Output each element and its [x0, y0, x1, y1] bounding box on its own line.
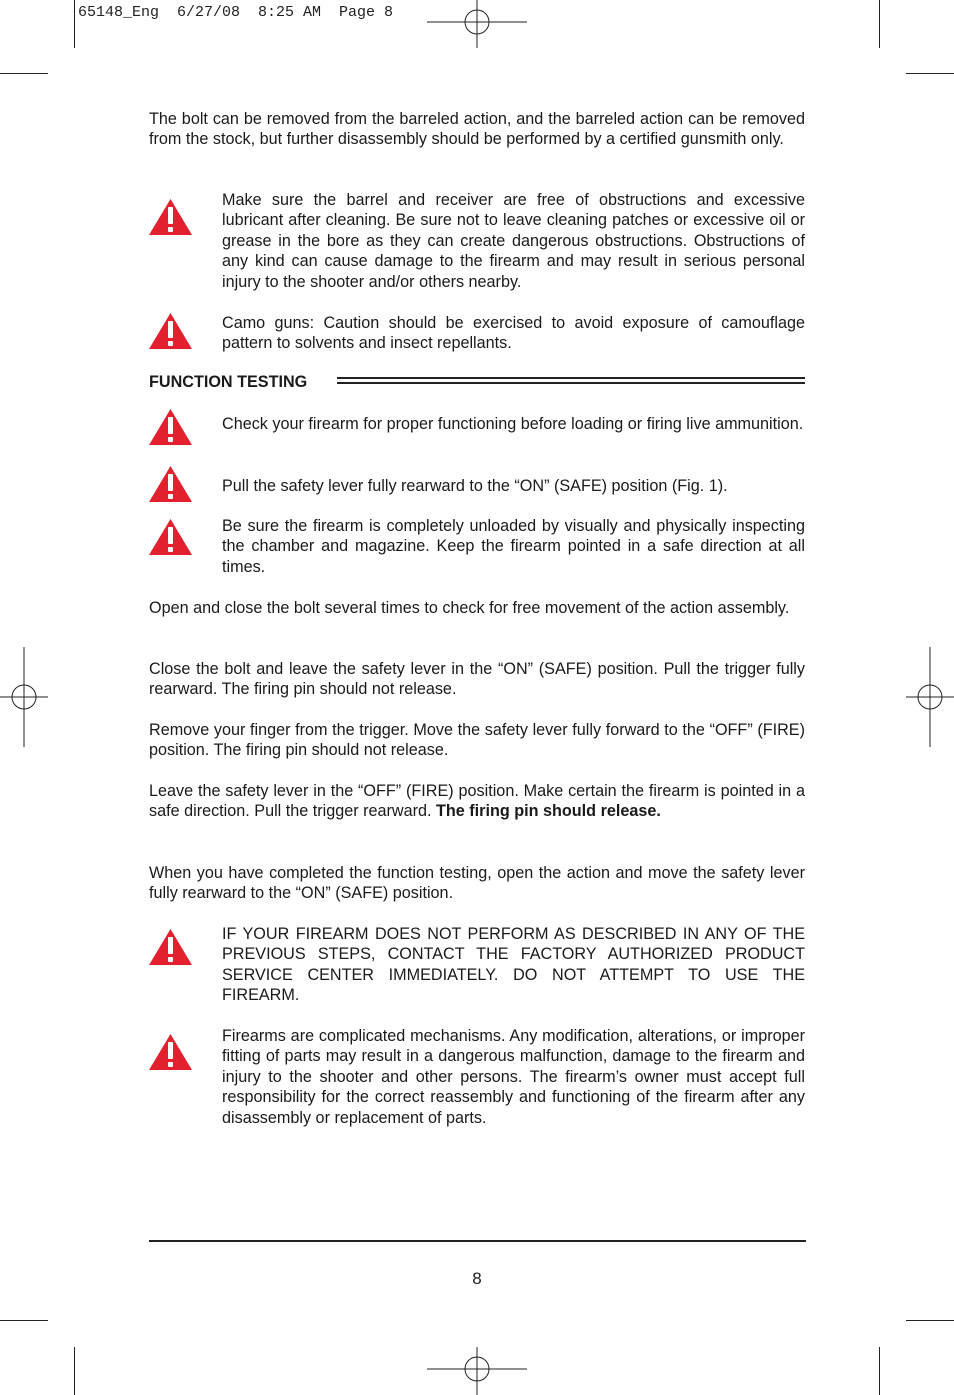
crop-mark-bottom-left-h	[0, 1320, 48, 1321]
warning-triangle-icon	[148, 1033, 193, 1071]
warning-text-camo: Camo guns: Caution should be exercised to avoid exposure of camouflage pattern to solvents and insect repellants.	[222, 314, 805, 353]
footer-rule	[149, 1240, 806, 1242]
registration-mark-top-icon	[427, 0, 527, 48]
registration-mark-left-icon	[0, 647, 48, 747]
printer-slug: 65148_Eng 6/27/08 8:25 AM Page 8	[78, 4, 394, 21]
paragraph-remove-finger: Remove your finger from the trigger. Move the safety lever fully forward to the “OFF” (FIRE) position. The firing pin should not release.	[149, 721, 805, 760]
warning-triangle-icon	[148, 928, 193, 966]
paragraph-completed-testing: When you have completed the function testing, open the action and move the safety lever fully rearward to the “ON” (SAFE) position.	[149, 864, 805, 903]
crop-mark-bottom-left-v	[74, 1347, 75, 1395]
paragraph-pull-trigger	[149, 781, 805, 822]
crop-mark-top-right-v	[879, 0, 880, 48]
warning-triangle-icon	[148, 312, 193, 350]
paragraph-pull-trigger-text: Leave the safety lever in the “OFF” (FIRE) position. Make certain the firearm is pointed in a safe direction. Pull the trigger rearward.	[149, 782, 805, 821]
crop-mark-top-left-v	[74, 0, 75, 48]
crop-mark-bottom-right-v	[879, 1347, 880, 1395]
section-heading-rule	[337, 377, 805, 384]
warning-text-complicated-mechanisms: Firearms are complicated mechanisms. Any modification, alterations, or improper fitting of parts may result in a dangerous malfunction, damage to the firearm and injury to the shooter and other persons. The firearm’s owner must accept full responsibility for the correct reassembly and functioning of the firearm after any disassembly or replacement of parts.	[222, 1027, 805, 1127]
warning-text-safety-on: Pull the safety lever fully rearward to the “ON” (SAFE) position (Fig. 1).	[222, 477, 728, 495]
section-heading-function-testing: FUNCTION TESTING	[149, 373, 308, 391]
paragraph-close-bolt-safe: Close the bolt and leave the safety lever in the “ON” (SAFE) position. Pull the trigger fully rearward. The firing pin should not release.	[149, 660, 805, 699]
warning-triangle-icon	[148, 465, 193, 503]
registration-mark-right-icon	[906, 647, 954, 747]
warning-text-contact-service: IF YOUR FIREARM DOES NOT PERFORM AS DESCRIBED IN ANY OF THE PREVIOUS STEPS, CONTACT THE FACTORY AUTHORIZED PRODUCT SERVICE CENTER IMMEDIATELY. DO NOT ATTEMPT TO USE THE FIREARM.	[222, 925, 805, 1005]
paragraph-bolt-removal: The bolt can be removed from the barreled action, and the barreled action can be removed from the stock, but further disassembly should be performed by a certified gunsmith only.	[149, 110, 805, 149]
warning-triangle-icon	[148, 198, 193, 236]
registration-mark-bottom-icon	[427, 1347, 527, 1395]
warning-text-unloaded: Be sure the firearm is completely unloaded by visually and physically inspecting the chamber and magazine. Keep the firearm pointed in a safe direction at all times.	[222, 517, 805, 576]
crop-mark-top-right-h	[906, 73, 954, 74]
paragraph-pull-trigger-bold: The firing pin should release.	[436, 802, 661, 821]
crop-mark-bottom-right-h	[906, 1320, 954, 1321]
page-number: 8	[472, 1269, 482, 1288]
warning-triangle-icon	[148, 408, 193, 446]
warning-text-obstructions: Make sure the barrel and receiver are free of obstructions and excessive lubricant after cleaning. Be sure not to leave cleaning patches or excessive oil or grease in the bore as they can create dangerous obstructions. Obstructions of any kind can cause damage to the firearm and may result in serious personal injury to the shooter and/or others nearby.	[222, 191, 805, 291]
crop-mark-top-left-h	[0, 73, 48, 74]
paragraph-open-close-bolt: Open and close the bolt several times to check for free movement of the action assembly.	[149, 599, 790, 617]
warning-text-check-firearm: Check your firearm for proper functioning before loading or firing live ammunition.	[222, 415, 804, 433]
warning-triangle-icon	[148, 518, 193, 556]
